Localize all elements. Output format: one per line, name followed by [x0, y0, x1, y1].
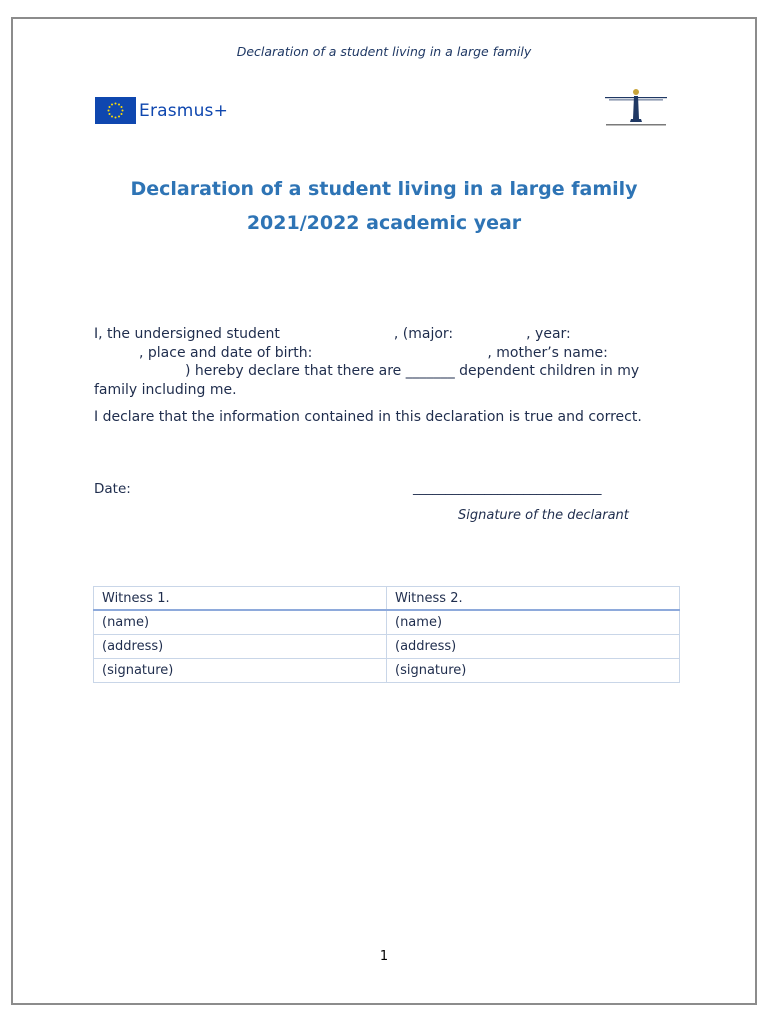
title-line-2: 2021/2022 academic year — [246, 212, 522, 234]
erasmus-wordmark: Erasmus+ — [139, 100, 229, 121]
eu-flag-icon — [95, 97, 136, 124]
document-page — [11, 17, 757, 1005]
witness-table — [93, 586, 680, 683]
signature-line: _____________________________ — [413, 481, 602, 496]
table-header-row — [94, 587, 680, 611]
witness-2-signature: (signature) — [387, 659, 680, 683]
erasmus-logo — [95, 97, 228, 124]
p1-part5: , mother’s name: — [487, 344, 608, 361]
p1-part1: I, the undersigned student — [94, 326, 280, 342]
university-crest-icon — [603, 85, 669, 129]
witness-1-signature: (signature) — [94, 659, 387, 683]
table-row — [94, 635, 680, 659]
witness-1-header: Witness 1. — [94, 587, 387, 611]
witness-1-address: (address) — [94, 635, 387, 659]
p1-part2: , (major: — [393, 326, 454, 342]
document-title — [13, 172, 755, 240]
truth-statement: I declare that the information contained in this declaration is true and correct. — [94, 409, 642, 425]
witness-2-name: (name) — [387, 610, 680, 635]
running-header: Declaration of a student living in a large family — [236, 44, 532, 59]
date-label: Date: — [94, 481, 131, 497]
p1-part4: , place and date of birth: — [139, 344, 313, 361]
witness-2-header: Witness 2. — [387, 587, 680, 611]
p1-part3: , year: — [526, 326, 571, 342]
witness-2-address: (address) — [387, 635, 680, 659]
signature-caption: Signature of the declarant — [458, 508, 629, 523]
title-line-1: Declaration of a student living in a large family — [130, 178, 638, 200]
declaration-paragraph — [94, 325, 679, 399]
table-row — [94, 610, 680, 635]
page-number: 1 — [379, 949, 389, 964]
p1-part6: ) hereby declare that there are _______ dependent children in my family including me. — [94, 363, 640, 398]
table-row — [94, 659, 680, 683]
witness-1-name: (name) — [94, 610, 387, 635]
